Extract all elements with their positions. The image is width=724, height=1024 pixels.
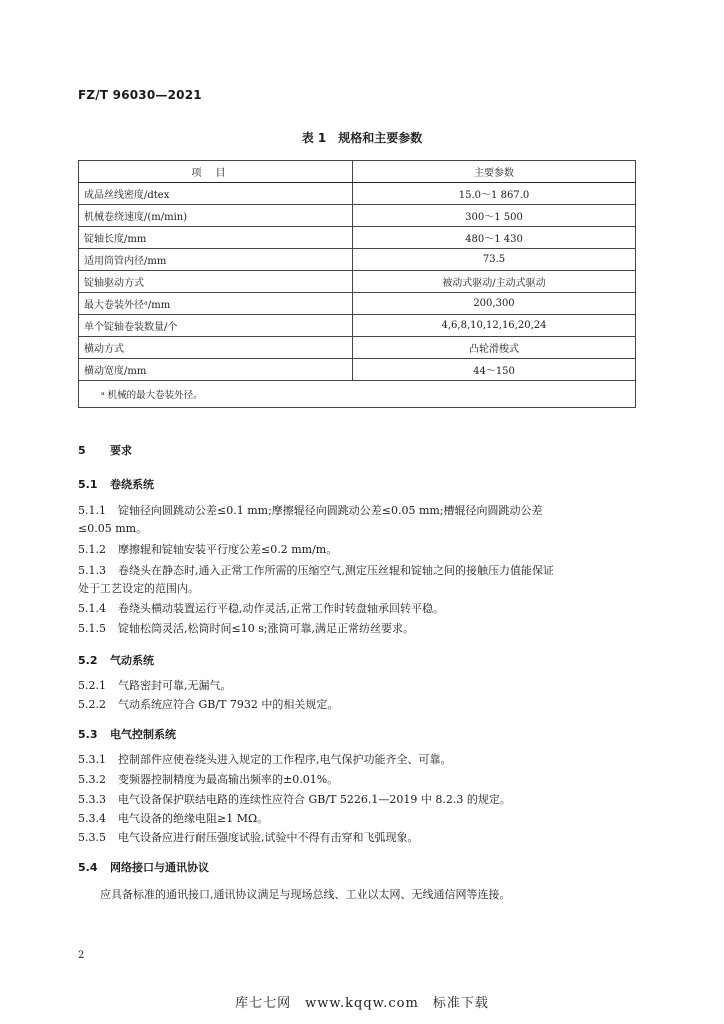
row-item: 锭轴长度/mm [79, 227, 353, 249]
row-value: 4,6,8,10,12,16,20,24 [353, 315, 636, 337]
subsection-number: 5.1 [78, 478, 98, 491]
subsection-number: 5.4 [78, 861, 98, 874]
clause-text: 锭轴径向圆跳动公差≤0.1 mm;摩擦辊径向圆跳动公差≤0.05 mm;槽辊径向圆跳动公差 [118, 504, 543, 517]
clause-number: 5.3.3 [78, 793, 106, 806]
row-item: 最大卷装外径ᵃ/mm [79, 293, 353, 315]
clause [78, 600, 640, 618]
document-code: FZ/T 96030—2021 [78, 88, 202, 102]
table-footnote-row [79, 381, 636, 408]
subsection-title: 电气控制系统 [110, 728, 176, 741]
clause [78, 791, 640, 809]
clause [78, 810, 640, 828]
clause-text: 锭轴松筒灵活,松筒时间≤10 s;涨筒可靠,满足正常纺丝要求。 [118, 622, 415, 635]
clause-number: 5.1.3 [78, 564, 106, 577]
clause-number: 5.1.4 [78, 602, 106, 615]
table-row [79, 205, 636, 227]
row-value: 200,300 [353, 293, 636, 315]
subsection-title: 卷绕系统 [110, 478, 154, 491]
row-value: 73.5 [353, 249, 636, 271]
subsection-number: 5.3 [78, 728, 98, 741]
subsection-heading [78, 652, 154, 668]
clause-continuation [78, 520, 640, 538]
subsection-number: 5.2 [78, 654, 98, 667]
table-title: 表 1 规格和主要参数 [301, 131, 423, 145]
clause-number: 5.3.1 [78, 753, 106, 766]
section-heading [78, 442, 132, 458]
section-title: 要求 [110, 444, 132, 457]
col-header-param: 主要参数 [353, 161, 636, 183]
subsection-heading [78, 859, 209, 875]
col-header-item: 项目 [79, 161, 353, 183]
clause-text: 气动系统应符合 GB/T 7932 中的相关规定。 [118, 698, 339, 711]
clause-text: 卷绕头横动装置运行平稳,动作灵活,正常工作时转盘轴承回转平稳。 [118, 602, 444, 615]
clause [78, 751, 640, 769]
clause [78, 620, 640, 638]
row-value: 480～1 430 [353, 227, 636, 249]
row-item: 横动方式 [79, 337, 353, 359]
clause [78, 696, 640, 714]
subsection-title: 网络接口与通讯协议 [110, 861, 209, 874]
clause-number: 5.1.2 [78, 543, 106, 556]
clause [78, 562, 640, 580]
clause-number: 5.3.2 [78, 773, 106, 786]
clause-text: 摩擦辊和锭轴安装平行度公差≤0.2 mm/m。 [118, 543, 338, 556]
table-footnote: ᵃ 机械的最大卷装外径。 [79, 381, 636, 408]
row-item: 适用筒管内径/mm [79, 249, 353, 271]
table-row [79, 271, 636, 293]
row-item: 单个锭轴卷装数量/个 [79, 315, 353, 337]
clause-number: 5.2.2 [78, 698, 106, 711]
clause-number: 5.3.4 [78, 812, 106, 825]
row-value: 15.0～1 867.0 [353, 183, 636, 205]
row-value: 被动式驱动/主动式驱动 [353, 271, 636, 293]
table-header-row [79, 161, 636, 183]
clause-text: 卷绕头在静态时,通入正常工作所需的压缩空气,测定压丝辊和锭轴之间的接触压力值能保证 [118, 564, 554, 577]
row-item: 成品丝线密度/dtex [79, 183, 353, 205]
clause [78, 502, 640, 520]
table-row [79, 183, 636, 205]
clause-text: ≤0.05 mm。 [78, 522, 148, 535]
clause-text: 变频器控制精度为最高输出频率的±0.01%。 [118, 773, 339, 786]
spec-table [78, 160, 636, 408]
clause-text: 气路密封可靠,无漏气。 [118, 679, 232, 692]
clause [78, 677, 640, 695]
clause-text: 电气设备的绝缘电阻≥1 MΩ。 [118, 812, 269, 825]
clause [78, 829, 640, 847]
subsection-title: 气动系统 [110, 654, 154, 667]
subsection-heading [78, 476, 154, 492]
row-value: 凸轮滑梭式 [353, 337, 636, 359]
clause-text: 处于工艺设定的范围内。 [78, 582, 199, 595]
clause-text: 电气设备保护联结电路的连续性应符合 GB/T 5226.1—2019 中 8.2.3 的规定。 [118, 793, 511, 806]
clause-number: 5.1.5 [78, 622, 106, 635]
row-value: 44～150 [353, 359, 636, 381]
clause-text: 控制部件应使卷绕头进入规定的工作程序,电气保护功能齐全、可靠。 [118, 753, 452, 766]
row-item: 横动宽度/mm [79, 359, 353, 381]
watermark-footer: 库七七网 www.kqqw.com 标准下载 [235, 996, 489, 1011]
clause-number: 5.3.5 [78, 831, 106, 844]
clause-number: 5.1.1 [78, 504, 106, 517]
clause [78, 771, 640, 789]
clause-continuation [78, 580, 640, 598]
table-row [79, 293, 636, 315]
table-row [79, 227, 636, 249]
page-number: 2 [78, 950, 85, 961]
table-row [79, 337, 636, 359]
paragraph: 应具备标准的通讯接口,通讯协议满足与现场总线、工业以太网、无线通信网等连接。 [100, 888, 511, 901]
clause [78, 541, 640, 559]
clause-number: 5.2.1 [78, 679, 106, 692]
row-item: 锭轴驱动方式 [79, 271, 353, 293]
section-number: 5 [78, 444, 86, 457]
clause-text: 电气设备应进行耐压强度试验,试验中不得有击穿和飞弧现象。 [118, 831, 419, 844]
subsection-heading [78, 726, 176, 742]
table-row [79, 359, 636, 381]
table-row [79, 249, 636, 271]
table-row [79, 315, 636, 337]
row-item: 机械卷绕速度/(m/min) [79, 205, 353, 227]
row-value: 300～1 500 [353, 205, 636, 227]
